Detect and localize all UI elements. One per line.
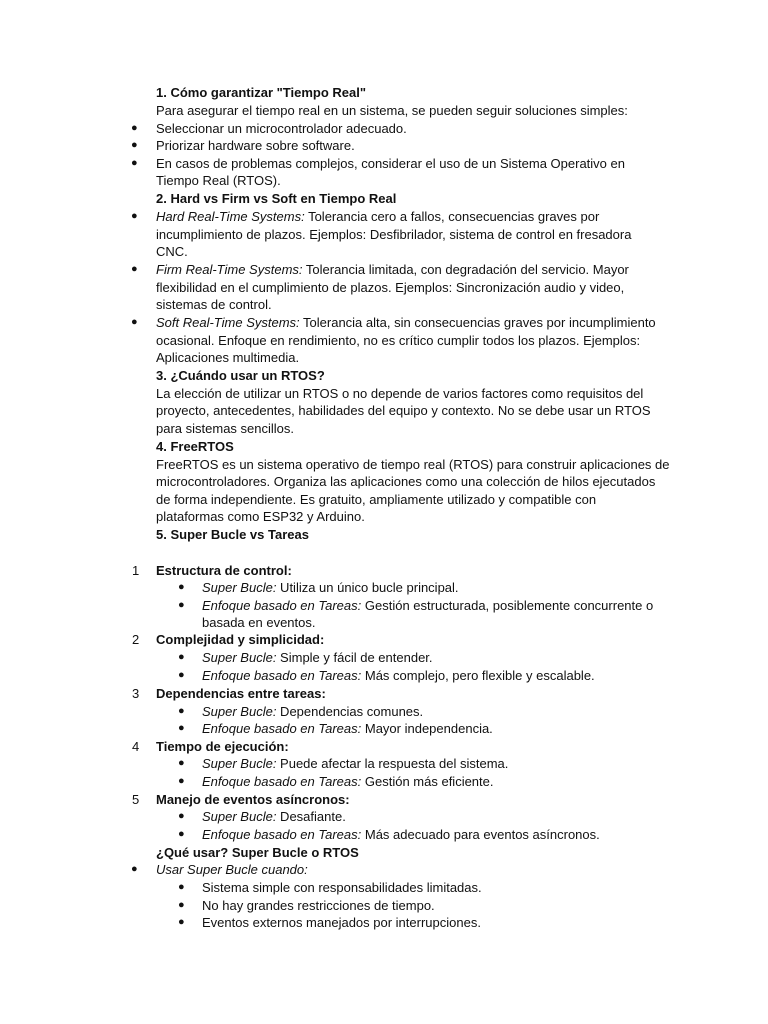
super-bucle-text: Desafiante. xyxy=(276,809,346,824)
super-bucle-item xyxy=(202,579,459,597)
list-item: Priorizar hardware sobre software. xyxy=(156,138,355,153)
bullet-marker: ● xyxy=(178,722,185,734)
bullet-marker: ● xyxy=(131,263,138,275)
bullet-marker: ● xyxy=(178,916,185,928)
bullet-marker: ● xyxy=(131,863,138,875)
section-2-heading: 2. Hard vs Firm vs Soft en Tiempo Real xyxy=(156,191,397,206)
bullet-marker: ● xyxy=(178,581,185,593)
hard-rts-item xyxy=(156,208,599,226)
list-item: No hay grandes restricciones de tiempo. xyxy=(202,898,435,913)
section-1-intro: Para asegurar el tiempo real en un sistema, se pueden seguir soluciones simples: xyxy=(156,103,628,118)
list-item: En casos de problemas complejos, considerar el uso de un Sistema Operativo en xyxy=(156,156,625,171)
section-1-heading: 1. Cómo garantizar "Tiempo Real" xyxy=(156,85,367,100)
section-4-heading: 4. FreeRTOS xyxy=(156,439,234,454)
firm-rts-item xyxy=(156,261,629,279)
hard-rts-text: CNC. xyxy=(156,244,188,259)
bullet-marker: ● xyxy=(178,899,185,911)
section-6-heading: ¿Qué usar? Super Bucle o RTOS xyxy=(156,845,359,860)
super-bucle-item xyxy=(202,755,508,773)
super-bucle-label: Super Bucle: xyxy=(202,704,277,719)
section-3-heading: 3. ¿Cuándo usar un RTOS? xyxy=(156,368,325,383)
tareas-item xyxy=(202,720,493,738)
tareas-label: Enfoque basado en Tareas: xyxy=(202,598,362,613)
tareas-text: Gestión estructurada, posiblemente concurrente o xyxy=(361,598,654,613)
comparison-title: Manejo de eventos asíncronos: xyxy=(156,792,350,807)
paragraph-line: microcontroladores. Organiza las aplicaciones como una colección de hilos ejecutados xyxy=(156,474,656,489)
bullet-marker: ● xyxy=(131,122,138,134)
tareas-item xyxy=(202,826,600,844)
paragraph-line: para sistemas sencillos. xyxy=(156,421,294,436)
comparison-title: Estructura de control: xyxy=(156,563,292,578)
bullet-marker: ● xyxy=(178,599,185,611)
comparison-title: Dependencias entre tareas: xyxy=(156,686,326,701)
tareas-label: Enfoque basado en Tareas: xyxy=(202,827,362,842)
firm-rts-text: flexibilidad en el cumplimiento de plazos. Ejemplos: Sincronización audio y video, xyxy=(156,280,625,295)
tareas-item xyxy=(202,773,494,791)
bullet-marker: ● xyxy=(178,651,185,663)
list-item: Seleccionar un microcontrolador adecuado. xyxy=(156,121,407,136)
paragraph-line: La elección de utilizar un RTOS o no depende de varios factores como requisitos del xyxy=(156,386,644,401)
paragraph-line: FreeRTOS es un sistema operativo de tiempo real (RTOS) para construir aplicaciones de xyxy=(156,457,670,472)
super-bucle-item xyxy=(202,649,433,667)
bullet-marker: ● xyxy=(178,828,185,840)
bullet-marker: ● xyxy=(178,775,185,787)
bullet-marker: ● xyxy=(131,210,138,222)
super-bucle-text: Utiliza un único bucle principal. xyxy=(276,580,459,595)
tareas-label: Enfoque basado en Tareas: xyxy=(202,774,362,789)
bullet-marker: ● xyxy=(178,881,185,893)
soft-rts-text: Tolerancia alta, sin consecuencias graves por incumplimiento xyxy=(299,315,656,330)
tareas-label: Enfoque basado en Tareas: xyxy=(202,721,362,736)
section-5-heading: 5. Super Bucle vs Tareas xyxy=(156,527,309,542)
list-item-continuation: Tiempo Real (RTOS). xyxy=(156,173,281,188)
list-number: 3 xyxy=(132,686,140,701)
super-bucle-label: Super Bucle: xyxy=(202,580,277,595)
hard-rts-text: incumplimiento de plazos. Ejemplos: Desfibrilador, sistema de control en fresadora xyxy=(156,227,632,242)
super-bucle-item xyxy=(202,808,346,826)
bullet-marker: ● xyxy=(131,157,138,169)
soft-rts-label: Soft Real-Time Systems: xyxy=(156,315,300,330)
firm-rts-text: sistemas de control. xyxy=(156,297,272,312)
soft-rts-text: ocasional. Enfoque en rendimiento, no es crítico cumplir todos los plazos. Ejemplos: xyxy=(156,333,641,348)
bullet-marker: ● xyxy=(131,139,138,151)
soft-rts-item xyxy=(156,314,656,332)
super-bucle-text: Puede afectar la respuesta del sistema. xyxy=(276,756,509,771)
tareas-text: Gestión más eficiente. xyxy=(361,774,494,789)
use-super-bucle-label: Usar Super Bucle cuando: xyxy=(156,862,308,877)
tareas-text: Más adecuado para eventos asíncronos. xyxy=(361,827,600,842)
super-bucle-item xyxy=(202,703,423,721)
tareas-text: Mayor independencia. xyxy=(361,721,493,736)
list-item: Sistema simple con responsabilidades limitadas. xyxy=(202,880,482,895)
list-number: 1 xyxy=(132,563,140,578)
hard-rts-text: Tolerancia cero a fallos, consecuencias graves por xyxy=(304,209,600,224)
comparison-title: Complejidad y simplicidad: xyxy=(156,632,325,647)
tareas-text: basada en eventos. xyxy=(202,615,316,630)
paragraph-line: de forma independiente. Es gratuito, ampliamente utilizado y compatible con xyxy=(156,492,597,507)
super-bucle-label: Super Bucle: xyxy=(202,650,277,665)
bullet-marker: ● xyxy=(178,810,185,822)
bullet-marker: ● xyxy=(178,757,185,769)
super-bucle-label: Super Bucle: xyxy=(202,756,277,771)
bullet-marker: ● xyxy=(178,705,185,717)
tareas-text: Más complejo, pero flexible y escalable. xyxy=(361,668,595,683)
list-number: 5 xyxy=(132,792,140,807)
super-bucle-text: Dependencias comunes. xyxy=(276,704,424,719)
bullet-marker: ● xyxy=(131,316,138,328)
soft-rts-text: Aplicaciones multimedia. xyxy=(156,350,300,365)
comparison-title: Tiempo de ejecución: xyxy=(156,739,289,754)
tareas-label: Enfoque basado en Tareas: xyxy=(202,668,362,683)
bullet-marker: ● xyxy=(178,669,185,681)
tareas-item xyxy=(202,667,595,685)
super-bucle-label: Super Bucle: xyxy=(202,809,277,824)
paragraph-line: proyecto, antecedentes, habilidades del equipo y contexto. No se debe usar un RTOS xyxy=(156,403,651,418)
firm-rts-text: Tolerancia limitada, con degradación del servicio. Mayor xyxy=(302,262,629,277)
list-number: 4 xyxy=(132,739,140,754)
super-bucle-text: Simple y fácil de entender. xyxy=(276,650,433,665)
paragraph-line: plataformas como ESP32 y Arduino. xyxy=(156,509,365,524)
hard-rts-label: Hard Real-Time Systems: xyxy=(156,209,305,224)
tareas-item xyxy=(202,597,653,615)
firm-rts-label: Firm Real-Time Systems: xyxy=(156,262,303,277)
list-item: Eventos externos manejados por interrupciones. xyxy=(202,915,481,930)
list-number: 2 xyxy=(132,632,140,647)
